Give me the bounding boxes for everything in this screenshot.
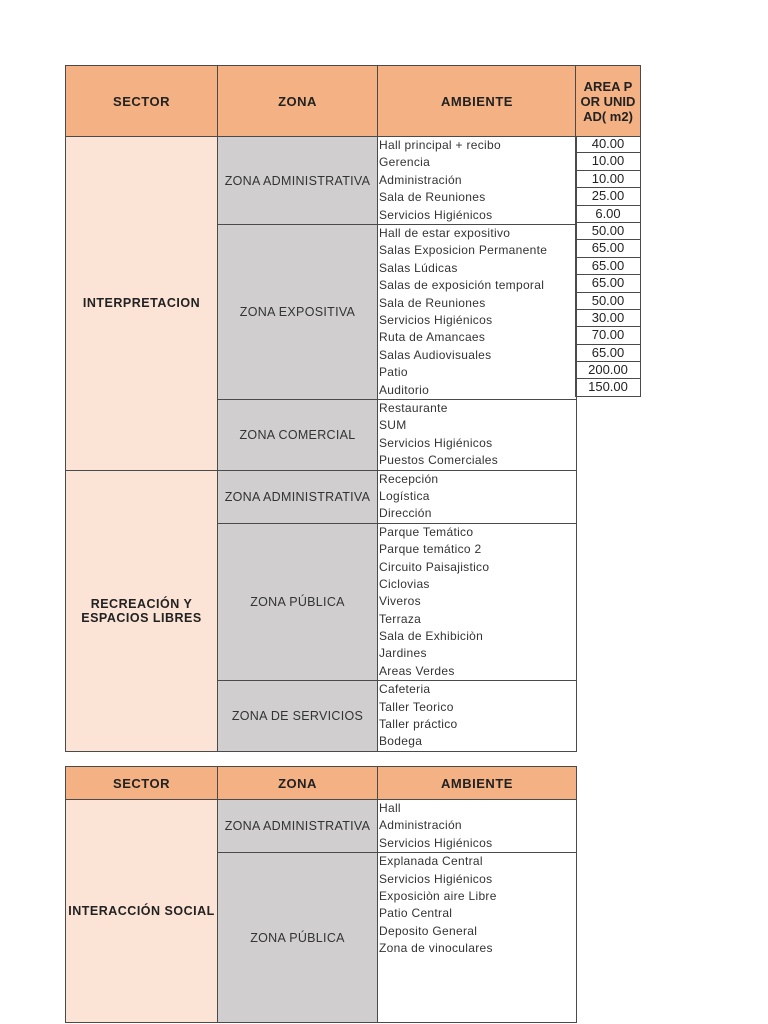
ambiente-item: Administración [379, 818, 462, 833]
ambiente-item: Jardines [379, 646, 427, 661]
area-value-cell: 6.00 [575, 206, 641, 223]
ambiente-item: Zona de vinoculares [379, 941, 493, 956]
ambiente-list [378, 853, 577, 1023]
ambiente-item: Exposiciòn aire Libre [379, 888, 497, 903]
ambiente-item: Hall de estar expositivo [379, 226, 511, 240]
ambiente-item: Restaurante [379, 401, 448, 415]
ambiente-item: Sala de Reuniones [379, 190, 486, 205]
ambiente-item: Deposito General [379, 923, 478, 938]
ambiente-list [378, 523, 577, 681]
ambiente-item: SUM [379, 418, 407, 433]
area-value-cell: 10.00 [575, 153, 641, 170]
zone-cell: ZONA COMERCIAL [218, 400, 378, 471]
ambiente-item: Dirección [379, 506, 432, 521]
area-value-cell: 10.00 [575, 171, 641, 188]
header-sector: SECTOR [66, 767, 218, 800]
area-value-cell: 150.00 [575, 379, 641, 396]
ambiente-item: Explanada Central [379, 854, 483, 869]
header-zona: ZONA [218, 66, 378, 137]
ambiente-item: Salas de exposición temporal [379, 278, 545, 293]
zone-cell: ZONA EXPOSITIVA [218, 225, 378, 400]
zone-cell: ZONA ADMINISTRATIVA [218, 137, 378, 225]
ambiente-list [378, 470, 577, 523]
ambiente-list [378, 225, 577, 400]
area-value-cell: 65.00 [575, 275, 641, 292]
ambiente-list [378, 681, 577, 752]
ambiente-item: Bodega [379, 734, 423, 749]
ambiente-item: Auditorio [379, 382, 430, 397]
program-table-1 [65, 65, 577, 752]
ambiente-item: Sala de Reuniones [379, 295, 486, 310]
zone-cell: ZONA PÚBLICA [218, 523, 378, 681]
ambiente-item: Puestos Comerciales [379, 453, 499, 468]
ambiente-item: Circuito Paisajistico [379, 559, 490, 574]
ambiente-list [378, 400, 577, 471]
ambiente-list [378, 800, 577, 853]
ambiente-item: Salas Lúdicas [379, 260, 458, 275]
ambiente-item: Patio Central [379, 906, 453, 921]
ambiente-item: Cafeteria [379, 682, 431, 697]
zone-cell: ZONA ADMINISTRATIVA [218, 470, 378, 523]
ambiente-item: Logística [379, 488, 430, 503]
ambiente-item: Servicios Higiénicos [379, 871, 493, 886]
ambiente-item: Servicios Higiénicos [379, 435, 493, 450]
header-ambiente: AMBIENTE [378, 66, 577, 137]
area-value-cell: 30.00 [575, 310, 641, 327]
area-column [575, 136, 641, 397]
ambiente-item: Salas Audiovisuales [379, 347, 492, 362]
header-zona: ZONA [218, 767, 378, 800]
zone-cell: ZONA DE SERVICIOS [218, 681, 378, 752]
header-area-label: AREA POR UNIDAD( m2) [580, 78, 636, 124]
ambiente-item: Terraza [379, 611, 422, 626]
sector-cell: INTERACCIÓN SOCIAL [66, 800, 218, 1023]
ambiente-item: Viveros [379, 594, 421, 609]
ambiente-item: Parque Temático [379, 524, 474, 539]
ambiente-item: Servicios Higiénicos [379, 312, 493, 327]
ambiente-item: Sala de Exhibiciòn [379, 629, 484, 644]
ambiente-item: Recepción [379, 471, 439, 486]
header-area [575, 65, 641, 137]
zone-cell: ZONA ADMINISTRATIVA [218, 800, 378, 853]
ambiente-item: Servicios Higiénicos [379, 207, 493, 222]
ambiente-item: Patio [379, 365, 408, 380]
sector-cell: INTERPRETACION [66, 137, 218, 471]
ambiente-item: Servicios Higiénicos [379, 835, 493, 850]
ambiente-item: Salas Exposicion Permanente [379, 243, 548, 258]
area-value-cell: 25.00 [575, 188, 641, 205]
header-sector: SECTOR [66, 66, 218, 137]
ambiente-item: Taller práctico [379, 717, 458, 732]
ambiente-item: Areas Verdes [379, 663, 455, 678]
area-value-cell: 40.00 [575, 136, 641, 153]
area-value-cell: 65.00 [575, 345, 641, 362]
header-ambiente: AMBIENTE [378, 767, 577, 800]
ambiente-item: Administración [379, 172, 462, 187]
ambiente-item: Parque temático 2 [379, 542, 482, 557]
ambiente-item: Hall [379, 801, 401, 815]
area-value-cell: 65.00 [575, 258, 641, 275]
zone-cell: ZONA PÚBLICA [218, 853, 378, 1023]
sector-cell: RECREACIÓN Y ESPACIOS LIBRES [66, 470, 218, 751]
area-value-cell: 50.00 [575, 223, 641, 240]
area-value-cell: 200.00 [575, 362, 641, 379]
program-table-2 [65, 766, 577, 1023]
ambiente-list [378, 137, 577, 225]
area-value-cell: 70.00 [575, 327, 641, 344]
ambiente-item: Hall principal + recibo [379, 138, 501, 152]
ambiente-item: Taller Teorico [379, 699, 454, 714]
ambiente-item: Gerencia [379, 155, 431, 170]
area-value-cell: 50.00 [575, 293, 641, 310]
ambiente-item: Ruta de Amancaes [379, 330, 486, 345]
area-value-cell: 65.00 [575, 240, 641, 257]
ambiente-item: Ciclovias [379, 576, 430, 591]
